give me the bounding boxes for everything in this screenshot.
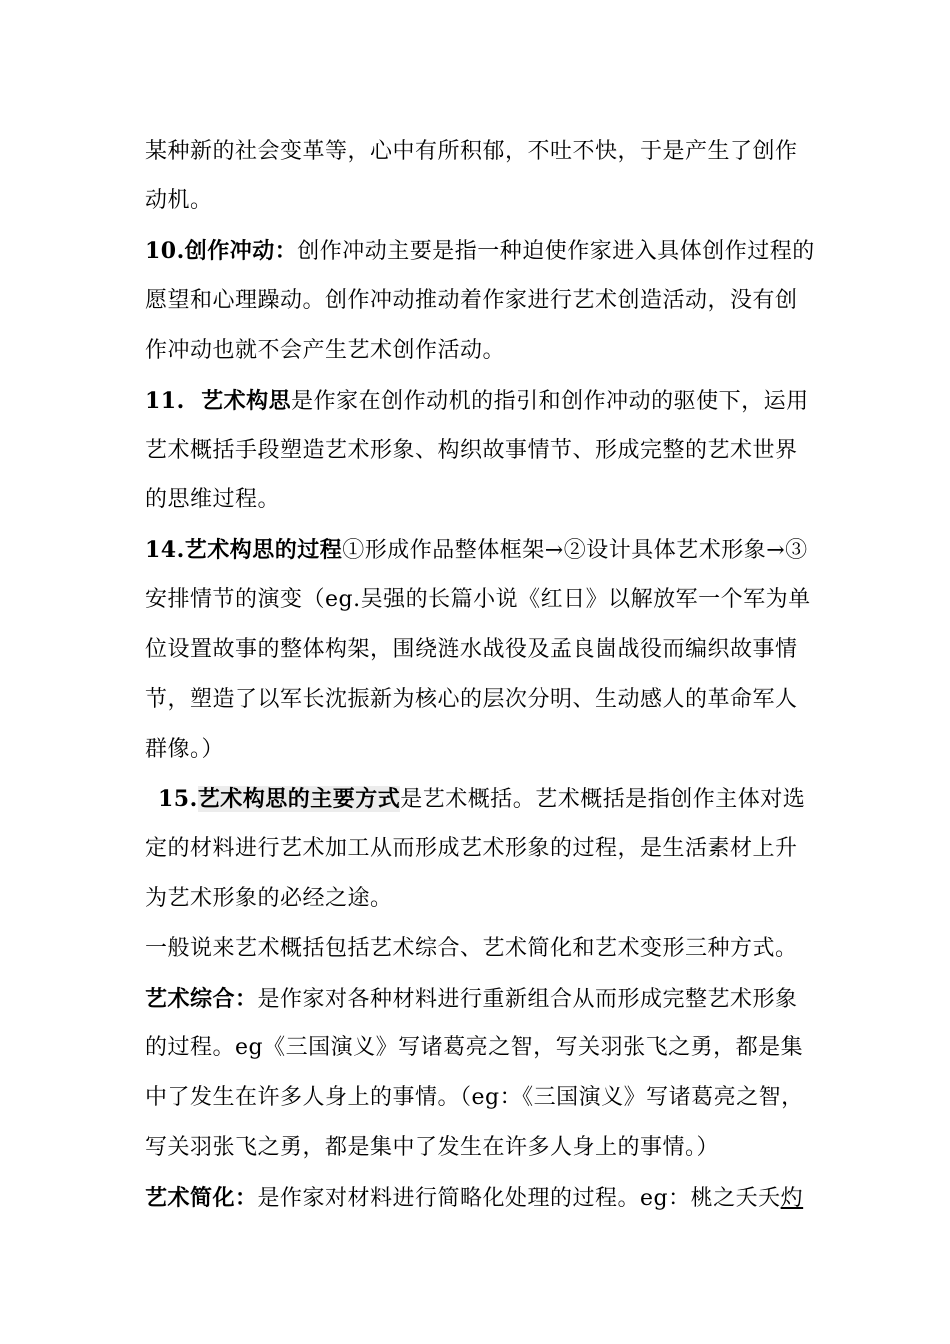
- definition-text: 是作家对材料进行简略化处理的过程。eg：桃之夭夭: [257, 1186, 781, 1211]
- paragraph-line: 定的材料进行艺术加工从而形成艺术形象的过程，是生活素材上升: [145, 836, 798, 861]
- paragraph-line: 作冲动也就不会产生艺术创作活动。: [145, 338, 506, 363]
- paragraph-line: 为艺术形象的必经之途。: [145, 886, 393, 911]
- item-number: 11.: [145, 388, 202, 414]
- paragraph-line: 写关羽张飞之勇，都是集中了发生在许多人身上的事情。）: [145, 1135, 720, 1160]
- definition-artistic-synthesis: [145, 984, 798, 1014]
- definition-artistic-simplification: [145, 1183, 803, 1213]
- definition-creative-impulse: [145, 236, 815, 266]
- paragraph-line: 某种新的社会变革等，心中有所积郁，不吐不快，于是产生了创作: [145, 139, 798, 164]
- term-label: 14.艺术构思的过程: [145, 537, 343, 563]
- item-number: 15.: [158, 786, 198, 812]
- paragraph-line: 节，塑造了以军长沈振新为核心的层次分明、生动感人的革命军人: [145, 687, 798, 712]
- paragraph-line: 安排情节的演变（eg.吴强的长篇小说《红日》以解放军一个军为单: [145, 587, 811, 612]
- paragraph-line: 中了发生在许多人身上的事情。（eg：《三国演义》写诸葛亮之智，: [145, 1085, 804, 1110]
- term-label-highlighted: 艺术构思的主要方式: [197, 786, 401, 812]
- paragraph-line: 位设置故事的整体构架，围绕涟水战役及孟良崮战役而编织故事情: [145, 637, 798, 662]
- paragraph-line: 愿望和心理躁动。创作冲动推动着作家进行艺术创造活动，没有创: [145, 288, 798, 313]
- definition-conception-process: [145, 535, 808, 565]
- paragraph-line: 艺术概括手段塑造艺术形象、构织故事情节、形成完整的艺术世界: [145, 438, 798, 463]
- paragraph-line: 的思维过程。: [145, 487, 281, 512]
- term-label: 艺术简化：: [145, 1185, 258, 1211]
- definition-text: 是作家对各种材料进行重新组合从而形成完整艺术形象: [257, 987, 798, 1012]
- definition-text: 是艺术概括。艺术概括是指创作主体对选: [400, 787, 806, 812]
- definition-text: ①形成作品整体框架→②设计具体艺术形象→③: [342, 538, 808, 563]
- definition-text: 创作冲动主要是指一种迫使作家进入具体创作过程的: [297, 239, 815, 264]
- definition-artistic-conception: [145, 386, 809, 416]
- paragraph-line: 的过程。eg《三国演义》写诸葛亮之智，写关羽张飞之勇，都是集: [145, 1035, 804, 1060]
- paragraph-line: 动机。: [145, 188, 213, 213]
- definition-text: 是作家在创作动机的指引和创作冲动的驱使下，运用: [291, 389, 809, 414]
- underlined-text: 灼: [780, 1186, 804, 1211]
- term-label: 艺术综合：: [145, 986, 258, 1012]
- term-label: 10.创作冲动：: [145, 238, 298, 264]
- definition-conception-method: [158, 784, 805, 814]
- term-label: 艺术构思: [201, 388, 292, 414]
- paragraph-line: 群像。）: [145, 737, 225, 762]
- paragraph-line: 一般说来艺术概括包括艺术综合、艺术简化和艺术变形三种方式。: [145, 936, 798, 961]
